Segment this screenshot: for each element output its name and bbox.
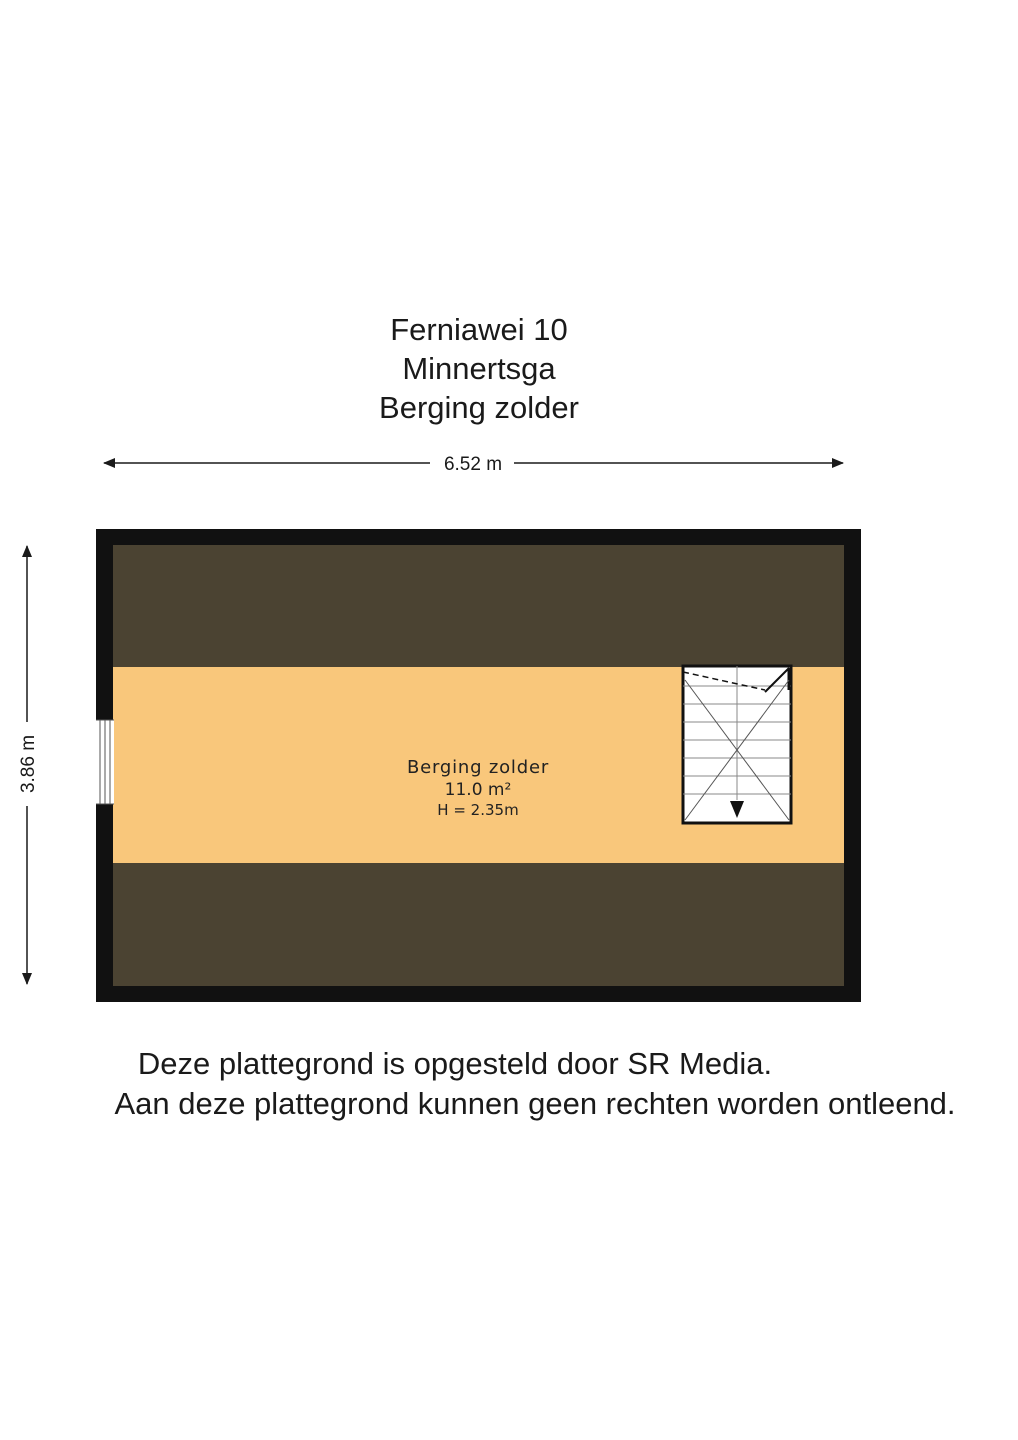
window xyxy=(96,720,114,804)
width-dimension xyxy=(104,454,843,475)
height-label: 3.86 m xyxy=(18,734,39,794)
height-dimension xyxy=(18,546,39,984)
disclaimer-line-1: Deze plattegrond is opgesteld door SR Media. xyxy=(137,1046,773,1081)
address-title: Ferniawei 10 xyxy=(390,312,568,347)
floor-title: Berging zolder xyxy=(379,390,579,425)
room-height: H = 2.35m xyxy=(437,801,519,819)
disclaimer-line-2: Aan deze plattegrond kunnen geen rechten worden ontleend. xyxy=(114,1086,956,1121)
staircase xyxy=(683,666,791,823)
width-label: 6.52 m xyxy=(443,454,503,475)
room-area: 11.0 m² xyxy=(444,780,512,800)
room-name: Berging zolder xyxy=(406,757,550,778)
city-title: Minnertsga xyxy=(402,351,556,386)
